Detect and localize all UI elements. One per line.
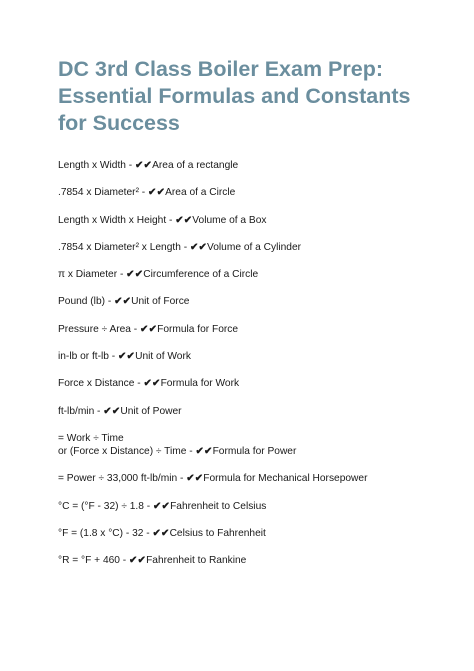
check-mark-icon: ✔✔: [152, 500, 171, 512]
formula-item: [58, 350, 444, 363]
formula-term: Force x Distance -: [58, 378, 144, 390]
formula-term: in-lb or ft-lb -: [58, 351, 119, 363]
formula-term: °R = °F + 460 -: [58, 555, 129, 567]
formula-item: [58, 186, 444, 199]
formula-definition: Formula for Force: [157, 323, 239, 335]
formula-line: [58, 377, 444, 390]
formula-item: [58, 377, 444, 390]
check-mark-icon: ✔✔: [135, 160, 153, 171]
formula-term: Pound (lb) -: [58, 296, 115, 308]
formula-term: = Work ÷ Time: [58, 432, 124, 444]
formula-item: [58, 500, 444, 513]
formula-line: [58, 405, 444, 418]
formula-term: .7854 x Diameter² -: [58, 187, 149, 199]
formula-item: [58, 432, 444, 458]
formula-item: [58, 405, 444, 418]
formula-definition: Volume of a Cylinder: [207, 241, 302, 253]
formula-item: [58, 554, 444, 567]
formula-definition: Formula for Power: [212, 445, 297, 457]
check-mark-icon: ✔✔: [148, 187, 166, 199]
formula-definition: Unit of Force: [131, 296, 190, 308]
formula-term: Length x Width -: [58, 160, 136, 171]
formula-definition: Unit of Work: [135, 351, 191, 363]
document-title: DC 3rd Class Boiler Exam Prep: Essential Formulas and Constants for Success: [58, 57, 411, 135]
formula-line: [58, 159, 444, 172]
formula-line: [58, 350, 444, 363]
formula-definition: Volume of a Box: [192, 214, 267, 226]
formula-term: ft-lb/min -: [58, 405, 104, 417]
formula-term: °F = (1.8 x °C) - 32 -: [58, 527, 153, 539]
check-mark-icon: ✔✔: [126, 269, 144, 281]
check-mark-icon: ✔✔: [189, 241, 208, 253]
formula-term: .7854 x Diameter² x Length -: [58, 241, 190, 253]
check-mark-icon: ✔✔: [118, 351, 136, 363]
formula-item: [58, 295, 444, 308]
formula-item: [58, 527, 444, 540]
formula-line: [58, 295, 444, 308]
formula-line: [58, 268, 444, 281]
formula-definition: Fahrenheit to Rankine: [146, 555, 247, 567]
formula-item: [58, 159, 444, 172]
formula-line: [58, 527, 444, 540]
formula-line: [58, 445, 444, 458]
check-mark-icon: ✔✔: [143, 378, 161, 390]
formula-definition: Unit of Power: [120, 405, 182, 417]
formula-definition: Fahrenheit to Celsius: [170, 500, 267, 512]
formula-list: [58, 159, 444, 567]
formula-term: π x Diameter -: [58, 269, 127, 281]
check-mark-icon: ✔✔: [140, 323, 158, 335]
check-mark-icon: ✔✔: [152, 527, 170, 539]
formula-definition: Celsius to Fahrenheit: [169, 527, 266, 539]
formula-term: °C = (°F - 32) ÷ 1.8 -: [58, 500, 153, 512]
formula-line: [58, 472, 444, 485]
check-mark-icon: ✔✔: [186, 473, 204, 485]
formula-definition: Area of a rectangle: [152, 160, 239, 171]
formula-item: [58, 241, 444, 254]
check-mark-icon: ✔✔: [103, 405, 121, 417]
formula-line: [58, 241, 444, 254]
formula-line: [58, 323, 444, 336]
formula-definition: Formula for Mechanical Horsepower: [203, 473, 368, 485]
formula-line: [58, 214, 444, 227]
formula-definition: Formula for Work: [160, 378, 240, 390]
formula-line: [58, 186, 444, 199]
formula-line: [58, 554, 444, 567]
formula-line: [58, 500, 444, 513]
check-mark-icon: ✔✔: [129, 555, 147, 567]
formula-definition: Area of a Circle: [165, 187, 236, 199]
formula-item: [58, 214, 444, 227]
formula-term: Length x Width x Height -: [58, 214, 176, 226]
formula-item: [58, 323, 444, 336]
formula-item: [58, 268, 444, 281]
check-mark-icon: ✔✔: [195, 445, 213, 457]
formula-term: = Power ÷ 33,000 ft-lb/min -: [58, 473, 187, 485]
formula-line: [58, 432, 444, 445]
check-mark-icon: ✔✔: [175, 214, 193, 226]
formula-term: or (Force x Distance) ÷ Time -: [58, 445, 196, 457]
formula-item: [58, 472, 444, 485]
check-mark-icon: ✔✔: [114, 296, 132, 308]
formula-definition: Circumference of a Circle: [143, 269, 259, 281]
formula-term: Pressure ÷ Area -: [58, 323, 141, 335]
